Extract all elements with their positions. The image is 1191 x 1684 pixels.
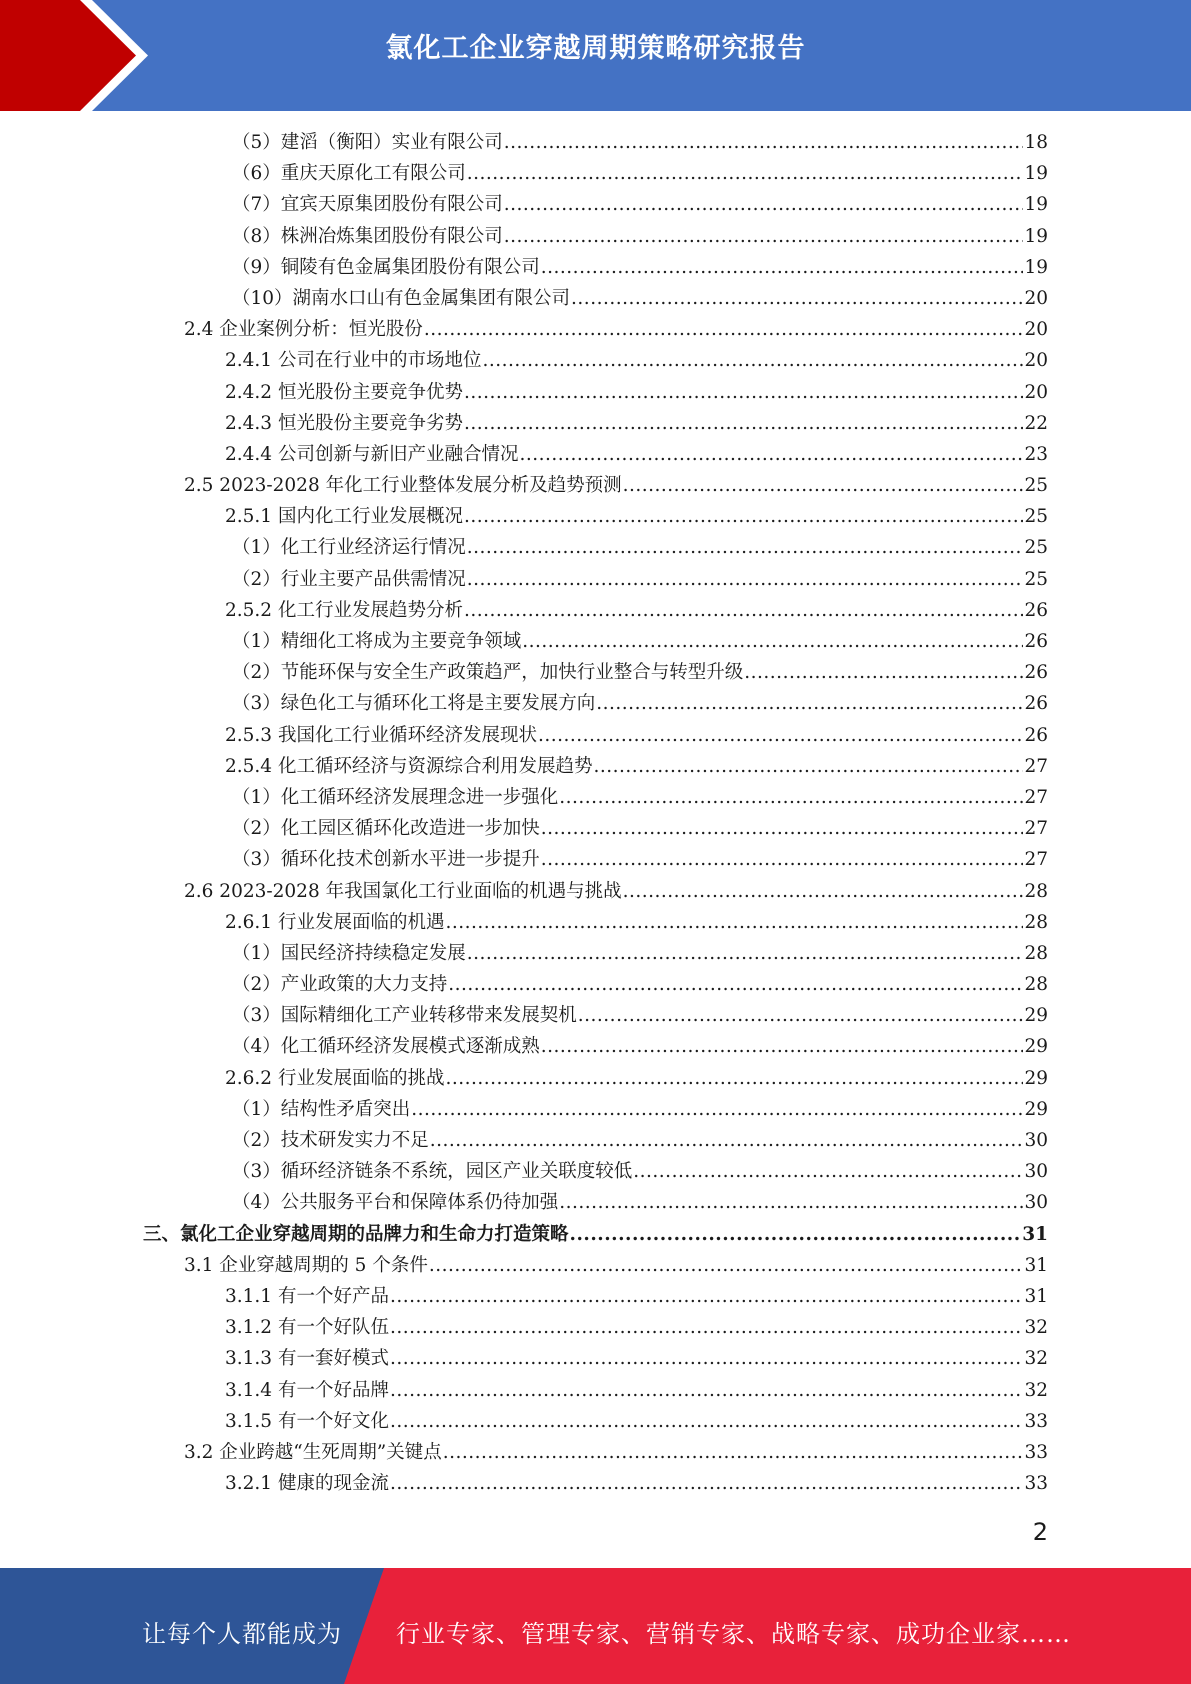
toc-entry-label: 2.4.1 公司在行业中的市场地位	[225, 350, 482, 372]
toc-entry-page-number: 30	[1024, 1192, 1048, 1214]
toc-entry-page-number: 28	[1024, 942, 1048, 964]
toc-entry-label: （6）重庆天原化工有限公司	[232, 163, 466, 185]
toc-entry-label: 3.1.1 有一个好产品	[225, 1285, 389, 1307]
toc-dot-leader	[541, 1031, 1024, 1062]
toc-entry-label: 2.4 企业案例分析：恒光股份	[184, 319, 423, 341]
toc-entry-page-number: 31	[1024, 1254, 1048, 1276]
toc-entry-page-number: 27	[1024, 755, 1048, 777]
toc-entry[interactable]	[0, 1031, 1191, 1062]
toc-entry[interactable]	[0, 532, 1191, 563]
toc-entry-label: 三、氯化工企业穿越周期的品牌力和生命力打造策略	[143, 1223, 569, 1245]
toc-entry-page-number: 31	[1024, 1285, 1048, 1307]
toc-dot-leader	[443, 1437, 1024, 1468]
toc-entry[interactable]	[0, 1343, 1191, 1374]
toc-entry[interactable]	[0, 158, 1191, 189]
toc-entry[interactable]	[0, 314, 1191, 345]
toc-entry-label: 2.4.2 恒光股份主要竞争优势	[225, 381, 463, 403]
toc-entry-page-number: 33	[1024, 1410, 1048, 1432]
toc-entry-label: （3）国际精细化工产业转移带来发展契机	[232, 1005, 577, 1027]
toc-dot-leader	[390, 1406, 1023, 1437]
toc-entry-page-number: 33	[1024, 1473, 1048, 1495]
toc-entry-label: （1）化工循环经济发展理念进一步强化	[232, 786, 559, 808]
toc-entry-page-number: 32	[1024, 1379, 1048, 1401]
toc-entry-page-number: 26	[1024, 599, 1048, 621]
toc-entry-label: （5）建滔（衡阳）实业有限公司	[232, 132, 503, 153]
toc-entry-label: 3.1 企业穿越周期的 5 个条件	[184, 1254, 428, 1276]
toc-entry[interactable]	[0, 345, 1191, 376]
toc-entry[interactable]	[0, 1375, 1191, 1406]
toc-entry-page-number: 19	[1024, 163, 1048, 185]
toc-dot-leader	[570, 1219, 1022, 1250]
toc-entry[interactable]	[0, 283, 1191, 314]
toc-dot-leader	[467, 564, 1024, 595]
toc-dot-leader	[445, 907, 1023, 938]
toc-entry-label: （3）绿色化工与循环化工将是主要发展方向	[232, 693, 596, 715]
toc-entry[interactable]	[0, 876, 1191, 907]
toc-dot-leader	[559, 782, 1023, 813]
toc-entry-page-number: 29	[1024, 1098, 1048, 1120]
toc-entry[interactable]	[0, 1000, 1191, 1031]
toc-entry-page-number: 25	[1024, 475, 1048, 497]
toc-entry-page-number: 32	[1024, 1348, 1048, 1370]
toc-entry-page-number: 19	[1024, 225, 1048, 247]
page-number: 2	[1032, 1518, 1048, 1546]
toc-entry-label: （1）国民经济持续稳定发展	[232, 942, 466, 964]
header-red-arrow-decoration	[0, 0, 160, 111]
toc-entry-label: 2.6 2023-2028 年我国氯化工行业面临的机遇与挑战	[184, 880, 622, 902]
toc-entry-label: 2.6.2 行业发展面临的挑战	[225, 1067, 445, 1089]
toc-entry-page-number: 29	[1024, 1067, 1048, 1089]
toc-entry-page-number: 27	[1024, 786, 1048, 808]
toc-entry-page-number: 18	[1024, 132, 1048, 153]
toc-entry[interactable]	[0, 1437, 1191, 1468]
toc-entry-page-number: 23	[1024, 443, 1048, 465]
toc-dot-leader	[596, 688, 1023, 719]
toc-dot-leader	[571, 283, 1023, 314]
page-header	[0, 0, 1191, 111]
toc-dot-leader	[623, 876, 1024, 907]
toc-entry[interactable]	[0, 938, 1191, 969]
toc-entry-page-number: 19	[1024, 194, 1048, 216]
toc-entry-label: 3.1.3 有一套好模式	[225, 1348, 389, 1370]
toc-entry[interactable]	[0, 1063, 1191, 1094]
toc-entry-page-number: 26	[1024, 693, 1048, 715]
toc-entry-label: 3.1.5 有一个好文化	[225, 1410, 389, 1432]
toc-entry-label: 2.5 2023-2028 年化工行业整体发展分析及趋势预测	[184, 475, 622, 497]
toc-entry-page-number: 20	[1024, 381, 1048, 403]
toc-dot-leader	[519, 439, 1023, 470]
toc-entry-page-number: 25	[1024, 537, 1048, 559]
toc-entry[interactable]	[0, 907, 1191, 938]
toc-entry-label: （3）循环经济链条不系统，园区产业关联度较低	[232, 1161, 633, 1183]
toc-dot-leader	[424, 314, 1024, 345]
toc-entry[interactable]	[0, 408, 1191, 439]
toc-dot-leader	[448, 969, 1023, 1000]
toc-entry[interactable]	[0, 1281, 1191, 1312]
toc-entry-page-number: 22	[1024, 412, 1048, 434]
toc-entry-label: 2.5.2 化工行业发展趋势分析	[225, 599, 463, 621]
toc-entry-label: 2.4.3 恒光股份主要竞争劣势	[225, 412, 463, 434]
toc-dot-leader	[411, 1094, 1023, 1125]
toc-entry[interactable]	[0, 221, 1191, 252]
toc-dot-leader	[467, 158, 1024, 189]
toc-entry-label: 3.1.2 有一个好队伍	[225, 1317, 389, 1339]
page-footer	[0, 1568, 1191, 1684]
toc-entry[interactable]	[0, 470, 1191, 501]
toc-entry[interactable]	[0, 1094, 1191, 1125]
toc-dot-leader	[744, 657, 1023, 688]
toc-entry-label: （4）公共服务平台和保障体系仍待加强	[232, 1192, 559, 1214]
toc-entry[interactable]	[0, 1187, 1191, 1218]
report-title: 氯化工企业穿越周期策略研究报告	[385, 33, 806, 64]
toc-dot-leader	[464, 408, 1023, 439]
toc-entry-label: （1）精细化工将成为主要竞争领域	[232, 631, 522, 652]
toc-dot-leader	[623, 470, 1024, 501]
toc-entry-label: 3.1.4 有一个好品牌	[225, 1379, 389, 1401]
toc-dot-leader	[445, 1063, 1023, 1094]
toc-entry-page-number: 25	[1024, 506, 1048, 528]
toc-entry-page-number: 28	[1024, 880, 1048, 902]
toc-entry[interactable]	[0, 844, 1191, 875]
toc-entry[interactable]	[0, 688, 1191, 719]
toc-entry-page-number: 19	[1024, 256, 1048, 278]
toc-entry[interactable]	[0, 1125, 1191, 1156]
toc-entry-page-number: 27	[1024, 849, 1048, 871]
toc-entry-page-number: 26	[1024, 662, 1048, 684]
toc-entry[interactable]	[0, 813, 1191, 844]
toc-dot-leader	[390, 1312, 1023, 1343]
toc-dot-leader	[504, 127, 1024, 158]
toc-dot-leader	[464, 501, 1023, 532]
toc-dot-leader	[429, 1250, 1024, 1281]
toc-dot-leader	[578, 1000, 1024, 1031]
toc-entry[interactable]	[0, 751, 1191, 782]
toc-dot-leader	[504, 189, 1024, 220]
toc-dot-leader	[522, 626, 1023, 657]
footer-slogan-right: 行业专家、管理专家、营销专家、战略专家、成功企业家……	[396, 1620, 1071, 1648]
toc-entry-label: 3.2.1 健康的现金流	[225, 1473, 389, 1495]
table-of-contents	[0, 127, 1191, 1499]
toc-entry-label: （3）循环化技术创新水平进一步提升	[232, 849, 540, 871]
toc-entry-label: （8）株洲冶炼集团股份有限公司	[232, 225, 503, 247]
toc-dot-leader	[464, 595, 1023, 626]
toc-dot-leader	[390, 1343, 1023, 1374]
toc-entry-label: （2）技术研发实力不足	[232, 1130, 429, 1151]
toc-dot-leader	[504, 221, 1024, 252]
toc-entry[interactable]	[0, 189, 1191, 220]
footer-slogan-left: 让每个人都能成为	[142, 1620, 342, 1648]
toc-entry-page-number: 26	[1024, 631, 1048, 652]
toc-entry-label: 2.5.4 化工循环经济与资源综合利用发展趋势	[225, 755, 593, 777]
toc-entry[interactable]	[0, 969, 1191, 1000]
toc-entry-page-number: 26	[1024, 724, 1048, 746]
toc-dot-leader	[467, 938, 1024, 969]
toc-dot-leader	[467, 532, 1024, 563]
toc-entry-label: （2）节能环保与安全生产政策趋严，加快行业整合与转型升级	[232, 662, 744, 684]
toc-entry[interactable]	[0, 782, 1191, 813]
toc-entry-label: 2.4.4 公司创新与新旧产业融合情况	[225, 443, 519, 465]
toc-dot-leader	[390, 1281, 1023, 1312]
toc-entry-page-number: 29	[1024, 1036, 1048, 1058]
toc-dot-leader	[464, 377, 1023, 408]
toc-entry-page-number: 20	[1024, 287, 1048, 309]
toc-dot-leader	[541, 813, 1024, 844]
toc-entry-page-number: 28	[1024, 911, 1048, 933]
toc-entry-label: （1）结构性矛盾突出	[232, 1098, 411, 1120]
toc-dot-leader	[559, 1187, 1023, 1218]
toc-entry[interactable]	[0, 1312, 1191, 1343]
toc-entry[interactable]	[0, 501, 1191, 532]
toc-dot-leader	[633, 1156, 1023, 1187]
toc-entry[interactable]	[0, 1219, 1191, 1250]
toc-entry-label: （2）产业政策的大力支持	[232, 974, 448, 996]
toc-entry-page-number: 29	[1024, 1005, 1048, 1027]
toc-entry[interactable]	[0, 564, 1191, 595]
toc-entry-label: 3.2 企业跨越“生死周期”关键点	[184, 1441, 442, 1463]
toc-entry[interactable]	[0, 595, 1191, 626]
toc-entry[interactable]	[0, 1468, 1191, 1499]
toc-entry-page-number: 28	[1024, 974, 1048, 996]
toc-entry-page-number: 30	[1024, 1161, 1048, 1183]
toc-entry-page-number: 20	[1024, 350, 1048, 372]
toc-dot-leader	[482, 345, 1023, 376]
toc-entry-page-number: 27	[1024, 818, 1048, 840]
toc-entry-label: （9）铜陵有色金属集团股份有限公司	[232, 256, 540, 278]
toc-entry[interactable]	[0, 1406, 1191, 1437]
toc-entry[interactable]	[0, 657, 1191, 688]
toc-dot-leader	[390, 1468, 1023, 1499]
toc-entry-label: （2）化工园区循环化改造进一步加快	[232, 818, 540, 840]
toc-entry-page-number: 20	[1024, 319, 1048, 341]
toc-dot-leader	[538, 720, 1023, 751]
toc-entry-page-number: 32	[1024, 1317, 1048, 1339]
toc-entry-page-number: 31	[1022, 1223, 1048, 1245]
toc-dot-leader	[541, 252, 1024, 283]
toc-dot-leader	[541, 844, 1024, 875]
toc-entry-page-number: 30	[1024, 1130, 1048, 1151]
toc-entry-label: （2）行业主要产品供需情况	[232, 568, 466, 590]
toc-entry-label: 2.6.1 行业发展面临的机遇	[225, 911, 445, 933]
toc-entry-label: （1）化工行业经济运行情况	[232, 537, 466, 559]
toc-entry[interactable]	[0, 1156, 1191, 1187]
toc-entry-page-number: 33	[1024, 1441, 1048, 1463]
toc-entry[interactable]	[0, 377, 1191, 408]
toc-entry-label: （7）宜宾天原集团股份有限公司	[232, 194, 503, 216]
toc-entry[interactable]	[0, 720, 1191, 751]
toc-entry[interactable]	[0, 127, 1191, 158]
toc-entry-label: （4）化工循环经济发展模式逐渐成熟	[232, 1036, 540, 1058]
toc-entry[interactable]	[0, 626, 1191, 657]
toc-dot-leader	[390, 1375, 1023, 1406]
toc-entry-label: （10）湖南水口山有色金属集团有限公司	[232, 287, 571, 309]
toc-entry-page-number: 25	[1024, 568, 1048, 590]
toc-entry-label: 2.5.3 我国化工行业循环经济发展现状	[225, 724, 537, 746]
toc-dot-leader	[430, 1125, 1024, 1156]
toc-dot-leader	[593, 751, 1023, 782]
toc-entry[interactable]	[0, 252, 1191, 283]
toc-entry[interactable]	[0, 439, 1191, 470]
toc-entry-label: 2.5.1 国内化工行业发展概况	[225, 506, 463, 528]
toc-entry[interactable]	[0, 1250, 1191, 1281]
